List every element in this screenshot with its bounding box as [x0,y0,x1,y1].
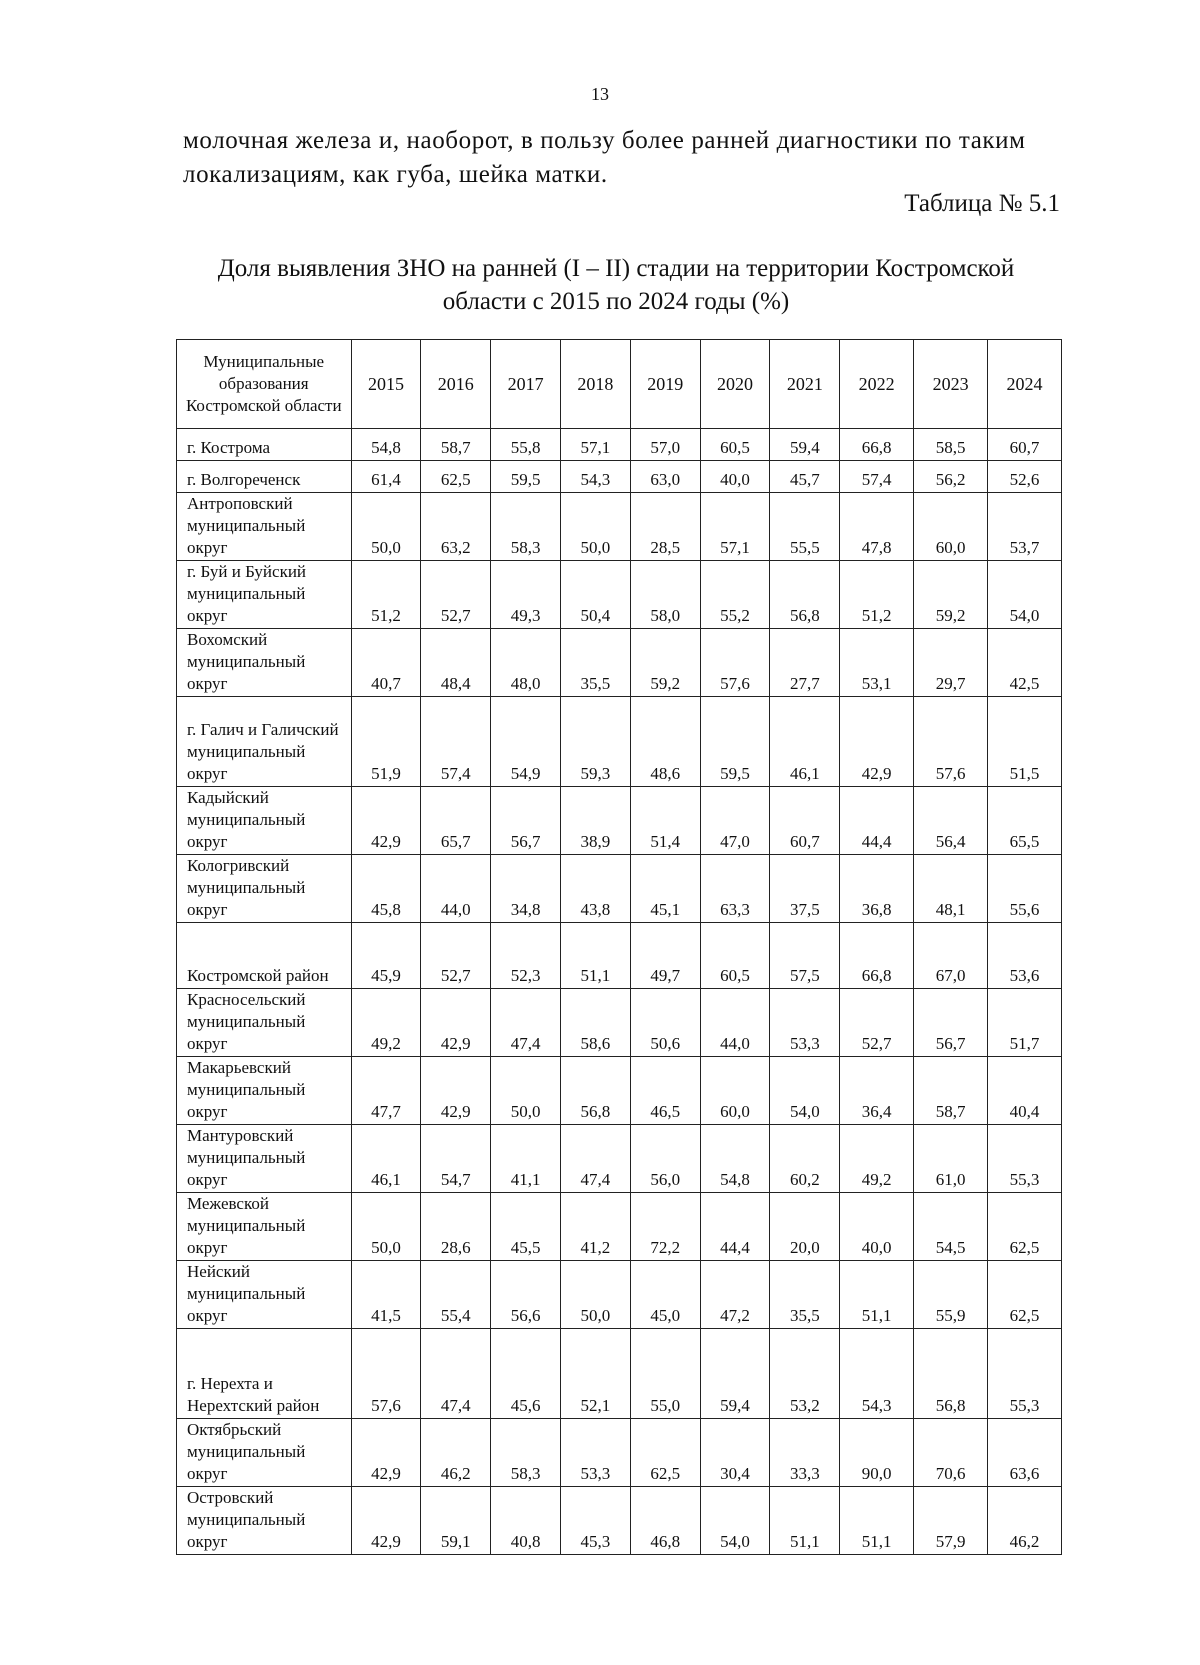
value-cell: 58,3 [491,493,561,561]
value-cell: 57,1 [700,493,770,561]
value-cell: 60,0 [700,1057,770,1125]
value-cell: 33,3 [770,1419,840,1487]
value-cell: 42,9 [351,787,421,855]
table-title [170,252,1062,318]
table-row [177,1193,1062,1261]
value-cell: 35,5 [560,629,630,697]
value-cell: 54,3 [560,461,630,493]
value-cell: 53,1 [840,629,914,697]
value-cell: 59,4 [770,429,840,461]
header-year: 2021 [770,340,840,429]
value-cell: 51,1 [840,1261,914,1329]
value-cell: 55,0 [630,1329,700,1419]
value-cell: 59,1 [421,1487,491,1555]
table-row [177,989,1062,1057]
table-row [177,1419,1062,1487]
value-cell: 58,7 [914,1057,988,1125]
table-row [177,697,1062,787]
table-row [177,429,1062,461]
value-cell: 44,4 [700,1193,770,1261]
table-row [177,787,1062,855]
value-cell: 58,0 [630,561,700,629]
value-cell: 50,0 [560,1261,630,1329]
value-cell: 52,6 [988,461,1062,493]
value-cell: 51,1 [840,1487,914,1555]
value-cell: 42,5 [988,629,1062,697]
value-cell: 42,9 [421,1057,491,1125]
value-cell: 36,4 [840,1057,914,1125]
value-cell: 60,5 [700,429,770,461]
value-cell: 54,5 [914,1193,988,1261]
value-cell: 59,3 [560,697,630,787]
value-cell: 45,6 [491,1329,561,1419]
value-cell: 50,0 [351,1193,421,1261]
value-cell: 46,2 [421,1419,491,1487]
value-cell: 41,2 [560,1193,630,1261]
value-cell: 53,3 [770,989,840,1057]
value-cell: 51,2 [351,561,421,629]
table-row [177,923,1062,989]
value-cell: 62,5 [988,1193,1062,1261]
value-cell: 57,4 [421,697,491,787]
table-title-line-1: Доля выявления ЗНО на ранней (I – II) стадии на территории Костромской [217,255,1015,282]
value-cell: 50,0 [491,1057,561,1125]
value-cell: 61,0 [914,1125,988,1193]
data-table [176,339,1062,1555]
value-cell: 52,1 [560,1329,630,1419]
municipality-cell: г. Нерехта и Нерехтский район [177,1329,352,1419]
value-cell: 51,1 [560,923,630,989]
value-cell: 66,8 [840,923,914,989]
value-cell: 54,0 [770,1057,840,1125]
value-cell: 57,5 [770,923,840,989]
value-cell: 55,4 [421,1261,491,1329]
value-cell: 70,6 [914,1419,988,1487]
value-cell: 51,5 [988,697,1062,787]
value-cell: 45,3 [560,1487,630,1555]
municipality-cell: г. Буй и Буйский муниципальный округ [177,561,352,629]
value-cell: 47,7 [351,1057,421,1125]
value-cell: 41,1 [491,1125,561,1193]
value-cell: 58,7 [421,429,491,461]
header-year: 2015 [351,340,421,429]
value-cell: 56,8 [560,1057,630,1125]
value-cell: 72,2 [630,1193,700,1261]
value-cell: 52,7 [840,989,914,1057]
municipality-cell: Кадыйский муниципальный округ [177,787,352,855]
header-year: 2019 [630,340,700,429]
header-year: 2017 [491,340,561,429]
value-cell: 48,6 [630,697,700,787]
value-cell: 47,4 [491,989,561,1057]
value-cell: 58,3 [491,1419,561,1487]
value-cell: 57,9 [914,1487,988,1555]
value-cell: 56,2 [914,461,988,493]
value-cell: 42,9 [421,989,491,1057]
value-cell: 54,8 [700,1125,770,1193]
value-cell: 45,8 [351,855,421,923]
value-cell: 48,1 [914,855,988,923]
value-cell: 40,4 [988,1057,1062,1125]
value-cell: 60,7 [770,787,840,855]
value-cell: 47,4 [421,1329,491,1419]
value-cell: 46,1 [351,1125,421,1193]
municipality-cell: Макарьевский муниципальный округ [177,1057,352,1125]
value-cell: 60,0 [914,493,988,561]
table-row [177,629,1062,697]
value-cell: 40,0 [840,1193,914,1261]
value-cell: 40,7 [351,629,421,697]
value-cell: 52,7 [421,923,491,989]
municipality-cell: Островский муниципальный округ [177,1487,352,1555]
value-cell: 38,9 [560,787,630,855]
value-cell: 44,0 [700,989,770,1057]
value-cell: 63,2 [421,493,491,561]
value-cell: 42,9 [351,1487,421,1555]
value-cell: 56,7 [914,989,988,1057]
table-row [177,493,1062,561]
value-cell: 59,2 [630,629,700,697]
municipality-cell: Костромской район [177,923,352,989]
value-cell: 47,8 [840,493,914,561]
value-cell: 55,3 [988,1329,1062,1419]
municipality-cell: Вохомский муниципальный округ [177,629,352,697]
header-year: 2023 [914,340,988,429]
value-cell: 56,6 [491,1261,561,1329]
table-row [177,1261,1062,1329]
value-cell: 53,6 [988,923,1062,989]
table-row [177,461,1062,493]
table-row [177,1487,1062,1555]
value-cell: 45,7 [770,461,840,493]
intro-paragraph: молочная железа и, наоборот, в пользу более ранней диагностики по таким локализациям, как губа, шейка матки. [183,127,1026,188]
value-cell: 49,2 [351,989,421,1057]
value-cell: 49,2 [840,1125,914,1193]
value-cell: 63,0 [630,461,700,493]
value-cell: 63,3 [700,855,770,923]
municipality-cell: г. Волгореченск [177,461,352,493]
value-cell: 65,7 [421,787,491,855]
value-cell: 53,2 [770,1329,840,1419]
value-cell: 62,5 [988,1261,1062,1329]
table-title-line-2: области с 2015 по 2024 годы (%) [442,288,790,315]
table-row [177,855,1062,923]
value-cell: 59,5 [700,697,770,787]
table-row [177,1329,1062,1419]
value-cell: 52,3 [491,923,561,989]
value-cell: 30,4 [700,1419,770,1487]
value-cell: 59,2 [914,561,988,629]
value-cell: 55,2 [700,561,770,629]
value-cell: 41,5 [351,1261,421,1329]
value-cell: 58,5 [914,429,988,461]
table-header-row [177,340,1062,429]
value-cell: 61,4 [351,461,421,493]
value-cell: 49,3 [491,561,561,629]
value-cell: 46,8 [630,1487,700,1555]
value-cell: 55,5 [770,493,840,561]
value-cell: 51,9 [351,697,421,787]
municipality-cell: Нейский муниципальный округ [177,1261,352,1329]
value-cell: 54,3 [840,1329,914,1419]
value-cell: 57,0 [630,429,700,461]
header-year: 2022 [840,340,914,429]
value-cell: 47,0 [700,787,770,855]
municipality-cell: Межевской муниципальный округ [177,1193,352,1261]
value-cell: 55,6 [988,855,1062,923]
value-cell: 50,6 [630,989,700,1057]
value-cell: 57,1 [560,429,630,461]
value-cell: 58,6 [560,989,630,1057]
value-cell: 51,4 [630,787,700,855]
value-cell: 54,0 [988,561,1062,629]
value-cell: 46,1 [770,697,840,787]
value-cell: 60,7 [988,429,1062,461]
value-cell: 44,0 [421,855,491,923]
value-cell: 54,9 [491,697,561,787]
value-cell: 56,4 [914,787,988,855]
value-cell: 29,7 [914,629,988,697]
value-cell: 59,5 [491,461,561,493]
value-cell: 42,9 [840,697,914,787]
value-cell: 50,4 [560,561,630,629]
value-cell: 63,6 [988,1419,1062,1487]
header-municipality: Муниципальные образования Костромской области [177,340,352,429]
value-cell: 48,0 [491,629,561,697]
value-cell: 44,4 [840,787,914,855]
value-cell: 53,7 [988,493,1062,561]
value-cell: 36,8 [840,855,914,923]
value-cell: 50,0 [351,493,421,561]
value-cell: 40,8 [491,1487,561,1555]
value-cell: 57,6 [914,697,988,787]
value-cell: 66,8 [840,429,914,461]
header-year: 2024 [988,340,1062,429]
value-cell: 46,2 [988,1487,1062,1555]
value-cell: 49,7 [630,923,700,989]
municipality-cell: Антроповский муниципальный округ [177,493,352,561]
municipality-cell: Октябрьский муниципальный округ [177,1419,352,1487]
value-cell: 51,1 [770,1487,840,1555]
value-cell: 55,9 [914,1261,988,1329]
value-cell: 51,2 [840,561,914,629]
value-cell: 45,9 [351,923,421,989]
value-cell: 45,5 [491,1193,561,1261]
value-cell: 57,6 [351,1329,421,1419]
value-cell: 54,0 [700,1487,770,1555]
municipality-cell: Красносельский муниципальный округ [177,989,352,1057]
value-cell: 60,2 [770,1125,840,1193]
value-cell: 57,4 [840,461,914,493]
value-cell: 48,4 [421,629,491,697]
table-number-label: Таблица № 5.1 [904,190,1060,217]
value-cell: 46,5 [630,1057,700,1125]
value-cell: 37,5 [770,855,840,923]
value-cell: 57,6 [700,629,770,697]
value-cell: 67,0 [914,923,988,989]
value-cell: 34,8 [491,855,561,923]
header-year: 2020 [700,340,770,429]
value-cell: 53,3 [560,1419,630,1487]
value-cell: 28,6 [421,1193,491,1261]
table-row [177,1057,1062,1125]
value-cell: 47,2 [700,1261,770,1329]
value-cell: 56,7 [491,787,561,855]
value-cell: 62,5 [421,461,491,493]
value-cell: 65,5 [988,787,1062,855]
value-cell: 54,7 [421,1125,491,1193]
value-cell: 55,3 [988,1125,1062,1193]
value-cell: 42,9 [351,1419,421,1487]
value-cell: 60,5 [700,923,770,989]
value-cell: 62,5 [630,1419,700,1487]
municipality-cell: г. Кострома [177,429,352,461]
value-cell: 50,0 [560,493,630,561]
value-cell: 43,8 [560,855,630,923]
value-cell: 56,8 [770,561,840,629]
value-cell: 40,0 [700,461,770,493]
header-year: 2016 [421,340,491,429]
value-cell: 56,8 [914,1329,988,1419]
municipality-cell: Кологривский муниципальный округ [177,855,352,923]
value-cell: 52,7 [421,561,491,629]
value-cell: 45,1 [630,855,700,923]
municipality-cell: Мантуровский муниципальный округ [177,1125,352,1193]
table-row [177,561,1062,629]
value-cell: 27,7 [770,629,840,697]
page-number: 13 [591,84,609,104]
value-cell: 90,0 [840,1419,914,1487]
header-year: 2018 [560,340,630,429]
value-cell: 55,8 [491,429,561,461]
value-cell: 45,0 [630,1261,700,1329]
value-cell: 20,0 [770,1193,840,1261]
table-row [177,1125,1062,1193]
value-cell: 59,4 [700,1329,770,1419]
municipality-cell: г. Галич и Галичский муниципальный округ [177,697,352,787]
value-cell: 56,0 [630,1125,700,1193]
value-cell: 47,4 [560,1125,630,1193]
value-cell: 35,5 [770,1261,840,1329]
value-cell: 54,8 [351,429,421,461]
value-cell: 51,7 [988,989,1062,1057]
value-cell: 28,5 [630,493,700,561]
